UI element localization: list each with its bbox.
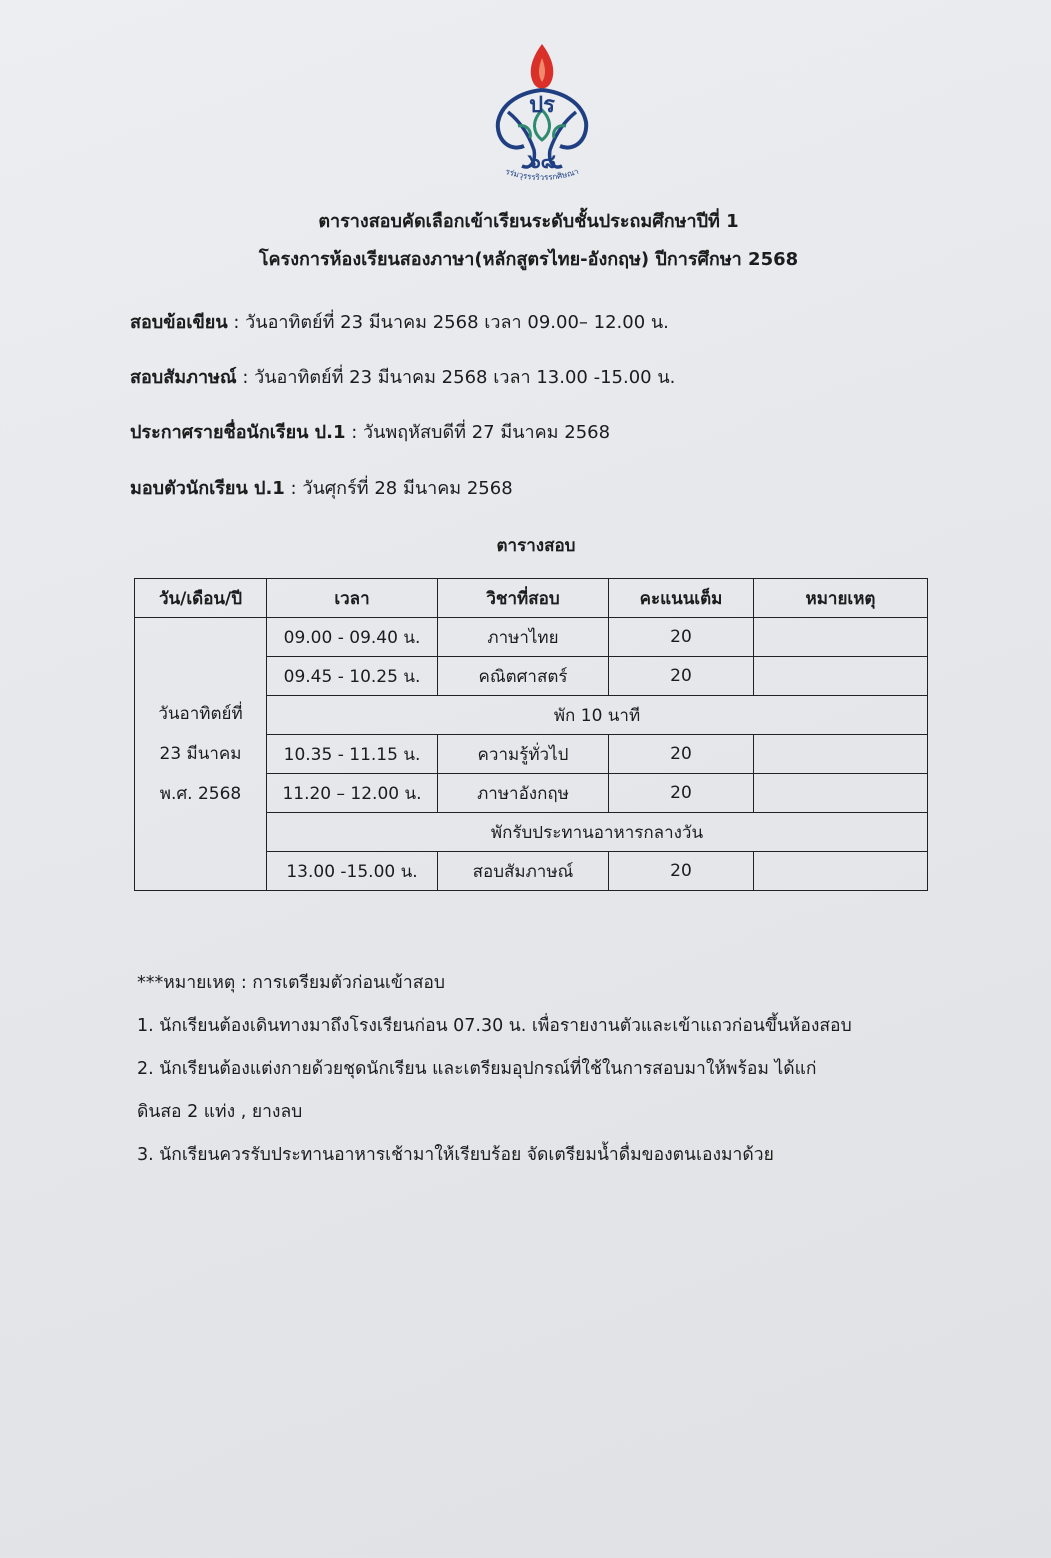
note-line: 2. นักเรียนต้องแต่งกายด้วยชุดนักเรียน และเตรียมอุปกรณ์ที่ใช้ในการสอบมาให้พร้อม ได้แก่ xyxy=(137,1059,817,1079)
header-score: คะแนนเต็ม xyxy=(609,579,754,618)
document-subtitle: โครงการห้องเรียนสองภาษา(หลักสูตรไทย-อังกฤษ) ปีการศึกษา 2568 xyxy=(258,249,799,270)
logo-motto: รร่มวุรรรริวรรกศิษณา xyxy=(504,166,580,183)
score-cell: 20 xyxy=(609,657,754,696)
header-note: หมายเหตุ xyxy=(754,579,928,618)
score-cell: 20 xyxy=(609,774,754,813)
break-cell: พัก 10 นาที xyxy=(267,696,928,735)
note-cell xyxy=(754,735,928,774)
subject-cell: สอบสัมภาษณ์ xyxy=(438,852,609,891)
note-cell xyxy=(754,852,928,891)
score-cell: 20 xyxy=(609,618,754,657)
notes-heading: ***หมายเหตุ : การเตรียมตัวก่อนเข้าสอบ xyxy=(137,973,445,993)
school-logo xyxy=(478,40,606,190)
header-time: เวลา xyxy=(267,579,438,618)
break-cell: พักรับประทานอาหารกลางวัน xyxy=(267,813,928,852)
logo-number: ๖๘ xyxy=(527,149,557,173)
table-row xyxy=(135,618,928,657)
note-cell xyxy=(754,774,928,813)
schedule-title: ตารางสอบ xyxy=(496,536,576,556)
info-label: สอบสัมภาษณ์ xyxy=(130,367,237,388)
note-cell xyxy=(754,618,928,657)
note-cell xyxy=(754,657,928,696)
time-cell: 13.00 -15.00 น. xyxy=(267,852,438,891)
info-value: : วันศุกร์ที่ 28 มีนาคม 2568 xyxy=(284,478,513,499)
logo-monogram: ปร xyxy=(529,93,555,118)
document-title: ตารางสอบคัดเลือกเข้าเรียนระดับชั้นประถมศึกษาปีที่ 1 xyxy=(318,211,739,232)
info-written-exam xyxy=(130,307,669,336)
info-label: สอบข้อเขียน xyxy=(130,312,228,333)
info-value: : วันอาทิตย์ที่ 23 มีนาคม 2568 เวลา 13.00 -15.00 น. xyxy=(236,367,676,388)
time-cell: 09.45 - 10.25 น. xyxy=(267,657,438,696)
info-announcement xyxy=(130,417,610,446)
info-label: มอบตัวนักเรียน ป.1 xyxy=(130,478,285,499)
date-line: วันอาทิตย์ที่ xyxy=(158,704,243,724)
note-line: 3. นักเรียนควรรับประทานอาหารเช้ามาให้เรียบร้อย จัดเตรียมน้ำดื่มของตนเองมาด้วย xyxy=(137,1145,774,1165)
subject-cell: ภาษาอังกฤษ xyxy=(438,774,609,813)
note-line: 1. นักเรียนต้องเดินทางมาถึงโรงเรียนก่อน 07.30 น. เพื่อรายงานตัวและเข้าแถวก่อนขึ้นห้องสอบ xyxy=(137,1016,852,1036)
subject-cell: ภาษาไทย xyxy=(438,618,609,657)
time-cell: 11.20 – 12.00 น. xyxy=(267,774,438,813)
note-line: ดินสอ 2 แท่ง , ยางลบ xyxy=(137,1102,303,1122)
score-cell: 20 xyxy=(609,852,754,891)
notes-section xyxy=(137,962,852,1177)
subject-cell: ความรู้ทั่วไป xyxy=(438,735,609,774)
date-line: พ.ศ. 2568 xyxy=(159,784,242,804)
time-cell: 10.35 - 11.15 น. xyxy=(267,735,438,774)
info-value: : วันอาทิตย์ที่ 23 มีนาคม 2568 เวลา 09.00– 12.00 น. xyxy=(227,312,669,333)
header-subject: วิชาที่สอบ xyxy=(438,579,609,618)
date-line: 23 มีนาคม xyxy=(159,744,242,764)
subject-cell: คณิตศาสตร์ xyxy=(438,657,609,696)
date-cell xyxy=(135,618,267,891)
info-value: : วันพฤหัสบดีที่ 27 มีนาคม 2568 xyxy=(345,422,611,443)
info-label: ประกาศรายชื่อนักเรียน ป.1 xyxy=(130,422,346,443)
header-date: วัน/เดือน/ปี xyxy=(135,579,267,618)
info-interview xyxy=(130,362,675,391)
info-enrollment xyxy=(130,473,513,502)
table-header-row xyxy=(135,579,928,618)
score-cell: 20 xyxy=(609,735,754,774)
exam-schedule-table xyxy=(134,578,928,891)
time-cell: 09.00 - 09.40 น. xyxy=(267,618,438,657)
